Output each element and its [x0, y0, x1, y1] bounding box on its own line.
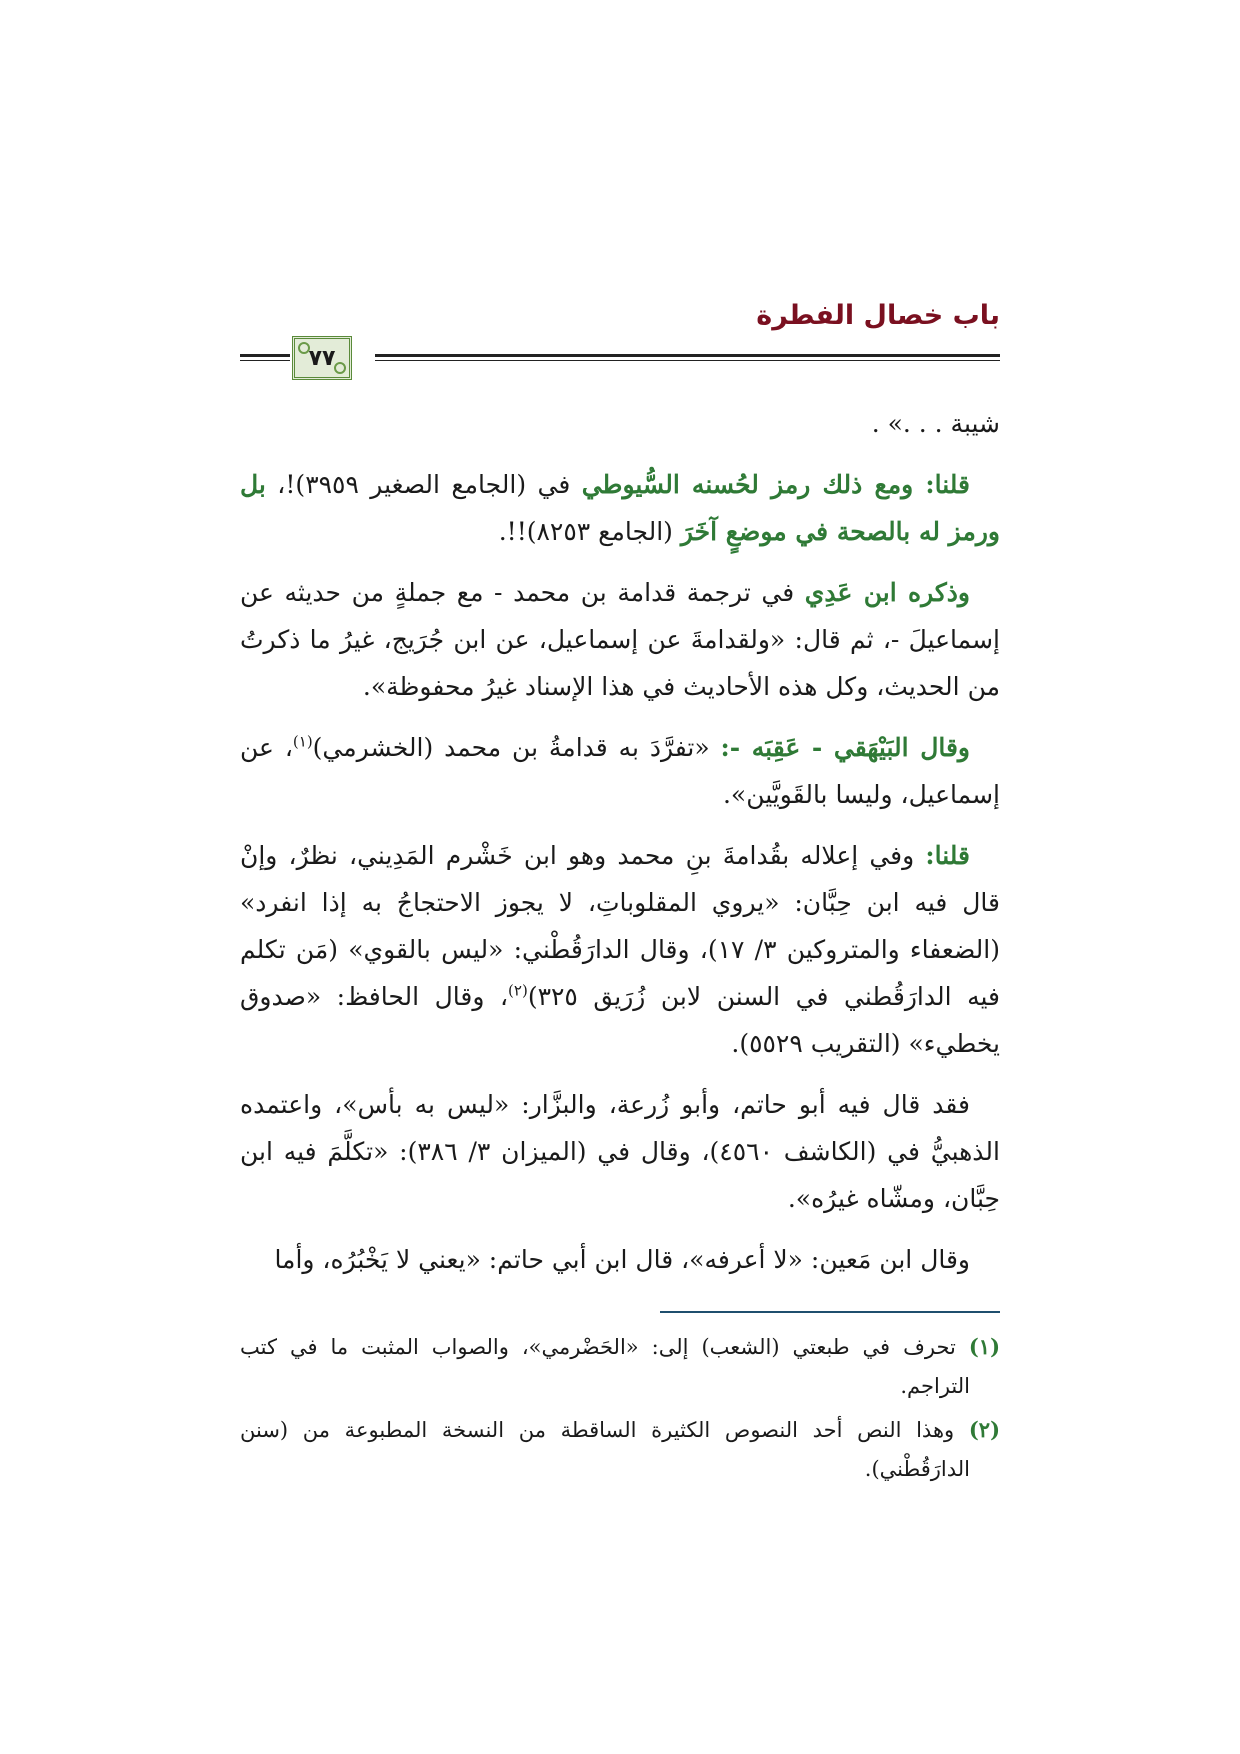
highlight-text: وقال البَيْهَقي - عَقِبَه -: — [720, 733, 970, 762]
footnote-text: وهذا النص أحد النصوص الكثيرة الساقطة من النسخة المطبوعة من (سنن الدارَقُطْني). — [240, 1418, 970, 1481]
highlight-text: بل ورمز له بالصحة في موضعٍ آخَرَ — [240, 470, 1000, 546]
footnote-ref-1[interactable]: (١) — [292, 732, 313, 751]
paragraph-4 — [240, 724, 1000, 818]
body-text: وفي إعلاله بقُدامةَ بنِ محمد وهو ابن خَشْرم المَدِيني، نظرٌ، وإنْ قال فيه ابن حِبَّان: «يروي المقلوباتِ، لا يجوز الاحتجاجُ به إذا انفرد» (الضعفاء والمتروكين ٣/ ١٧)، وقال الدارَقُطْني: «ليس بالقوي» (مَن تكلم فيه الدارَقُطني في السنن لابن زُرَيق ٣٢٥) — [240, 841, 1000, 1011]
paragraph-3 — [240, 569, 1000, 710]
footnote-separator — [660, 1311, 1000, 1313]
footnote-2 — [240, 1410, 1000, 1489]
header-rule-left — [240, 354, 290, 357]
footnote-number: (١) — [968, 1334, 1000, 1359]
main-text — [240, 400, 1000, 1283]
body-text: (الجامع ٨٢٥٣)!!. — [498, 517, 681, 546]
footnotes — [240, 1327, 1000, 1489]
page-number-frame — [292, 336, 352, 380]
header-rule-left-thin — [240, 360, 290, 361]
book-page — [240, 300, 1000, 1493]
body-text: في (الجامع الصغير ٣٩٥٩)!، — [265, 470, 582, 499]
chapter-title: باب خصال الفطرة — [756, 300, 1000, 331]
body-text: «تفرَّدَ به قدامةُ بن محمد (الخشرمي) — [312, 733, 721, 762]
header-rule-right-thin — [375, 360, 1000, 361]
paragraph-1 — [240, 400, 1000, 447]
page-header — [240, 300, 1000, 370]
page-number: ٧٧ — [308, 345, 336, 371]
highlight-text: وذكره ابن عَدِي — [804, 578, 970, 607]
footnote-text: تحرف في طبعتي (الشعب) إلى: «الحَضْرمي»، والصواب المثبت ما في كتب التراجم. — [240, 1335, 970, 1398]
paragraph-7 — [240, 1236, 1000, 1283]
body-text: ، وقال الحافظ: «صدوق يخطيء» (التقريب ٥٥٢٩). — [240, 982, 1000, 1058]
paragraph-7-text: وقال ابن مَعين: «لا أعرفه»، قال ابن أبي حاتم: «يعني لا يَخْبُرُه، وأما — [274, 1245, 970, 1274]
footnote-number: (٢) — [968, 1417, 1000, 1442]
body-text: في ترجمة قدامة بن محمد - مع جملةٍ من حديثه عن إسماعيلَ -، ثم قال: «ولقدامةَ عن إسماعيل، عن ابن جُرَيج، غيرُ ما ذكرتُ من الحديث، وكل هذه الأحاديث في هذا الإسناد غيرُ محفوظة». — [240, 578, 1000, 701]
paragraph-5 — [240, 832, 1000, 1067]
highlight-text: قلنا: ومع ذلك رمز لحُسنه السُّيوطي — [581, 470, 971, 499]
paragraph-6-text: فقد قال فيه أبو حاتم، وأبو زُرعة، والبزَّار: «ليس به بأس»، واعتمده الذهبيُّ في (الكاشف ٤٥٦٠)، وقال في (الميزان ٣/ ٣٨٦): «تكلَّمَ فيه ابن حِبَّان، ومشّاه غيرُه». — [240, 1090, 1000, 1213]
paragraph-2 — [240, 461, 1000, 555]
footnote-ref-2[interactable]: (٢) — [508, 981, 528, 1000]
body-text: ، عن إسماعيل، وليسا بالقَويَّين». — [240, 733, 1000, 809]
paragraph-1-text: شيبة . . .» . — [871, 409, 1000, 438]
footnote-1 — [240, 1327, 1000, 1406]
paragraph-6 — [240, 1081, 1000, 1222]
header-rule-right — [375, 354, 1000, 357]
highlight-text: قلنا: — [925, 841, 970, 870]
